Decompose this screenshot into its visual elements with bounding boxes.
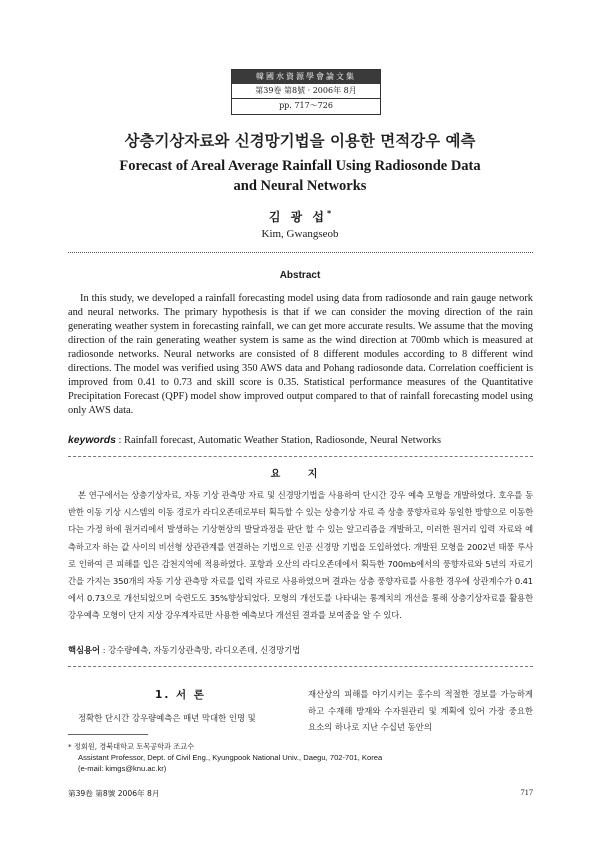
divider-top <box>68 252 533 253</box>
footnote-korean: * 정회원, 경북대학교 토목공학과 조교수 <box>68 742 195 751</box>
yoji-heading: 요 지 <box>270 469 330 480</box>
abstract-heading: Abstract <box>279 270 321 281</box>
divider-yoji <box>68 666 533 667</box>
korean-keywords-text: 강수량예측, 자동기상관측망, 라디오존데, 신경망기법 <box>108 645 301 655</box>
yoji-body: 본 연구에서는 상층기상자료, 자동 기상 관측망 자료 및 신경망기법을 사용하여 단시간 강우 예측 모형을 개발하였다. 호우를 동반한 이동 기상 시스템의 이동 경로가 라디오존데로부터 획득할 수 있는 상층기상 자료 즉 상층 풍향자료와 동일한 방향으로 이동한다는 가정 하에 원거리에서 발생하는 기상현상의 발달과정을 판단 할 수 있는 알고리즘을 개발하고, 이러한 원거리 입력 자료와 예측하고자 하는 값 사이의 비선형 상관관계를 연결하는 기법으로 인공 신경망 기법을 도입하였다. 개발된 모형을 2002년 태풍 루사로 인하여 큰 피해를 입은 감천지역에 적용하였다. 포항과 오산의 라디오존데에서 획득한 700mb에서의 풍향자료와 5년의 자료기간을 가지는 350개의 자동 기상 관측망 자료를 입력 자료로 사용하였으며 결과는 상층 풍향자료를 사용한 경우에 상관계수가 0.41에서 0.73으로 개선되었으며 숙련도도 35%향상되었다. 모형의 개선도를 나타내는 통계치의 개선을 통해 상층기상자료를 활용한 강우예측 모형이 단지 지상 강우계자료만 사용한 예측보다 개선된 결과를 보여줌을 알 수 있다. <box>68 490 533 621</box>
footnote-english-2: (e-mail: kimgs@knu.ac.kr) <box>78 764 167 773</box>
author-korean <box>0 208 600 225</box>
keywords-label: keywords <box>68 435 116 446</box>
author-korean-name: 김 광 섭 <box>268 210 327 224</box>
journal-pages: pp. 717～726 <box>279 101 333 110</box>
author-footnote-mark: * <box>326 209 332 218</box>
journal-header-box <box>231 69 381 115</box>
title-english-line1: Forecast of Areal Average Rainfall Using Radiosonde Data <box>119 158 481 174</box>
journal-name: 韓國水資源學會論文集 <box>232 70 380 84</box>
footer-issue: 第39卷 第8號 2006年 8月 <box>68 789 160 798</box>
divider-abstract <box>68 456 533 457</box>
korean-keywords-line: 핵심용어 : 강수량예측, 자동기상관측망, 라디오존데, 신경망기법 <box>68 645 301 655</box>
title-korean: 상층기상자료와 신경망기법을 이용한 면적강우 예측 <box>124 132 476 150</box>
keywords-text: Rainfall forecast, Automatic Weather Station, Radiosonde, Neural Networks <box>124 435 441 446</box>
title-english-line2: and Neural Networks <box>233 178 367 194</box>
abstract-body: In this study, we developed a rainfall forecasting model using data from radiosonde and rain gauge network and neural networks. The primary hypothesis is that if we can consider the moving direction of the rain generating weather system in forecasting rainfall, we can get more accurate results. We assume that the moving direction of the rain generating weather system is same as the wind direction at 700mb which is measured at radiosonde networks. Neural networks are consisted of 8 different modules according to 8 different wind directions. The model was verified using 350 AWS data and Pohang radiosonde data. Correlation coefficient is improved from 0.41 to 0.73 and skill score is 0.35. Statistical performance measures of the Quantitative Precipitation Forecast (QPF) model show improved output compared to that of rainfall forecasting model using only AWS data. <box>68 293 533 416</box>
korean-keywords-label: 핵심용어 <box>68 645 101 655</box>
footnote-english-1: Assistant Professor, Dept. of Civil Eng., Kyungpook National Univ., Daegu, 702-701, Korea <box>78 753 383 762</box>
keywords-line: keywords : Rainfall forecast, Automatic Weather Station, Radiosonde, Neural Networks <box>68 435 441 446</box>
author-english: Kim, Gwangseob <box>261 228 339 240</box>
section-1-title: 1. 서 론 <box>155 689 206 701</box>
section-1-column-right: 재산상의 피해를 야기시키는 홍수의 적절한 경보를 가능하게 하고 수재해 방재와 수자원관리 및 계획에 있어 가장 중요한 요소의 하나로 지난 수십년 동안의 <box>308 689 533 732</box>
footnote-rule <box>68 734 148 735</box>
page-number: 717 <box>520 788 533 797</box>
journal-volume-issue: 第39卷 第8號 · 2006年 8月 <box>232 84 380 99</box>
section-1-column-left: 정확한 단시간 강우량예측은 매년 막대한 인명 및 <box>78 713 256 723</box>
title-english <box>0 156 600 196</box>
footnote <box>68 741 533 774</box>
